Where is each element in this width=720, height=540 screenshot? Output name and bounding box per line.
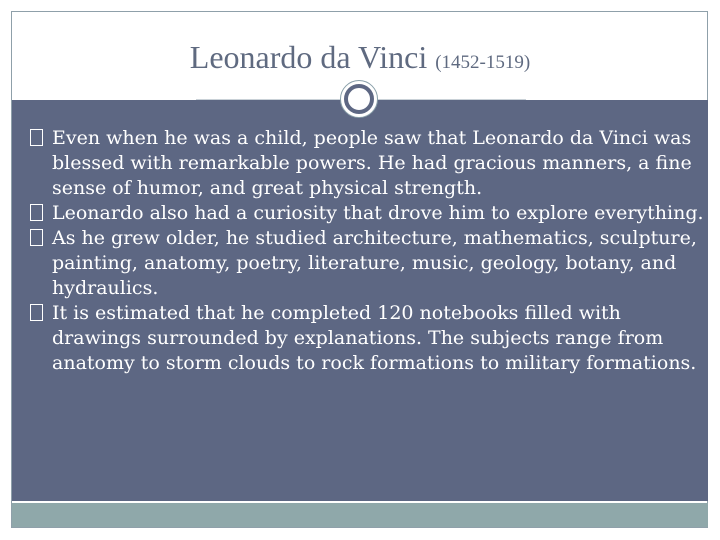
- bottom-band: [12, 503, 708, 527]
- bullet-item: [30, 126, 705, 201]
- bullet-item: [30, 226, 705, 301]
- circle-ring-inner: [344, 84, 374, 114]
- bullet-item: [30, 201, 705, 226]
- title-dates: (1452-1519): [435, 52, 531, 73]
- missing-glyph-box-icon: [30, 129, 43, 146]
- circle-ring-icon: [340, 80, 378, 118]
- bullet-item: [30, 301, 705, 376]
- bullet-text: Leonardo also had a curiosity that drove him to explore everything.: [52, 202, 704, 224]
- bullet-text: Even when he was a child, people saw that Leonardo da Vinci was blessed with remarkable powers. He had gracious manners, a fine sense of humor, and great physical strength.: [52, 127, 692, 199]
- missing-glyph-box-icon: [30, 204, 43, 221]
- missing-glyph-box-icon: [30, 229, 43, 246]
- bullet-text: As he grew older, he studied architecture, mathematics, sculpture, painting, anatomy, poetry, literature, music, geology, botany, and hydraulics.: [52, 227, 697, 299]
- missing-glyph-box-icon: [30, 304, 43, 321]
- bullet-text: It is estimated that he completed 120 notebooks filled with drawings surrounded by explanations. The subjects range from anatomy to storm clouds to rock formations to military formations.: [52, 302, 697, 374]
- slide-title: [12, 39, 708, 76]
- bullet-list: [30, 126, 705, 376]
- title-main: Leonardo da Vinci: [189, 39, 428, 75]
